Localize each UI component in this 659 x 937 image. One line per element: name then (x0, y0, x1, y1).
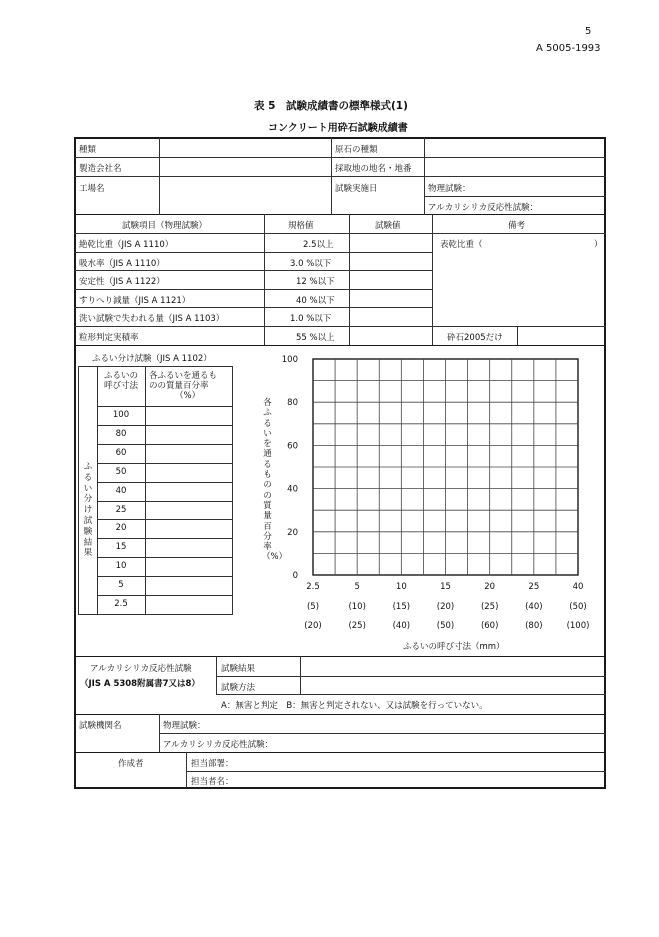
header-test-item: 試験項目（物理試験） (122, 221, 208, 231)
sieve-size-label: 20 (115, 523, 127, 534)
page-number: 5 (585, 26, 592, 37)
chart-x-tick-label: (15) (392, 602, 411, 612)
chart-x-tick-label: 10 (395, 582, 407, 592)
sieve-side-label: ふるい分け試験結果 (83, 462, 93, 559)
remark-surface-dry: 表乾比重（ (440, 240, 483, 250)
sieve-title: ふるい分け試験（JIS A 1102） (92, 354, 212, 364)
sieve-size-label: 2.5 (114, 599, 128, 609)
row-item: 安定性（JIS A 1122） (79, 277, 165, 287)
sieve-col1-header: ふるいの 呼び寸法 (104, 371, 139, 391)
sieve-size-label: 80 (115, 428, 127, 439)
chart-x-tick-label: (60) (480, 621, 499, 631)
chart-x-tick-label: 40 (572, 582, 584, 592)
row-spec: 40 %以下 (296, 296, 335, 306)
chart-x-tick-label: 20 (484, 582, 496, 592)
row-item: 洗い試験で失われる量（JIS A 1103） (79, 314, 225, 324)
header-spec: 規格値 (288, 221, 314, 231)
sieve-size-label: 60 (115, 447, 127, 458)
chart-x-tick-label: (20) (436, 602, 455, 612)
label-factory: 工場名 (79, 184, 105, 194)
chart-y-label: 各ふるいを通るものの質量百分率（%） (262, 398, 288, 563)
chart-x-tick-label: (10) (348, 602, 366, 612)
chart-x-label: ふるいの呼び寸法（mm） (403, 642, 505, 652)
label-physical-test-date: 物理試験： (428, 184, 471, 194)
label-test-result: 試験結果 (221, 664, 256, 674)
chart-y-tick-label: 60 (287, 441, 298, 452)
chart-x-tick-label: (25) (480, 602, 499, 612)
chart-x-tick-label: (5) (306, 602, 320, 612)
header-test-value: 試験値 (375, 221, 401, 231)
chart-x-tick-label: 2.5 (306, 582, 320, 592)
sieve-size-label: 50 (115, 466, 127, 477)
sieve-col2-header: 各ふるいを通るも のの質量百分率 （%） (149, 371, 218, 401)
alkali-test-standard: （JIS A 5308附属書7又は8） (80, 679, 200, 689)
alkali-judgement-note: A：無害と判定 B：無害と判定されない、又は試験を行っていない。 (221, 701, 488, 711)
row-spec: 1.0 %以下 (290, 314, 332, 324)
row-item: 粒形判定実積率 (79, 333, 139, 343)
label-org-physical: 物理試験： (163, 721, 206, 731)
chart-x-tick-label: 15 (440, 582, 451, 592)
row-spec: 12 %以下 (296, 277, 335, 287)
label-alkali-test-date: アルカリシリカ反応性試験： (428, 203, 539, 213)
standard-code: A 5005-1993 (536, 43, 601, 54)
row-spec: 55 %以上 (296, 333, 335, 343)
chart-x-tick-label: 5 (354, 582, 360, 592)
chart-x-tick-label: (40) (392, 621, 411, 631)
chart-x-tick-label: (40) (525, 602, 543, 612)
table-title: 表 5 試験成績書の標準様式(1) (254, 100, 408, 112)
row-item: 吸水率（JIS A 1110） (79, 259, 165, 269)
label-test-organization: 試験機関名 (79, 721, 122, 731)
chart-x-tick-label: (20) (304, 621, 322, 631)
chart-x-tick-label: (50) (569, 602, 587, 612)
chart-y-tick-label: 0 (292, 571, 298, 581)
chart-plot-frame (313, 359, 578, 575)
label-test-date: 試験実施日 (335, 184, 378, 194)
label-kind: 種類 (79, 145, 97, 155)
label-department: 担当部署： (191, 759, 234, 769)
label-manufacturer: 製造会社名 (79, 164, 122, 174)
label-test-method: 試験方法 (221, 683, 256, 693)
sieve-size-label: 25 (115, 504, 127, 515)
label-org-alkali: アルカリシリカ反応性試験： (163, 740, 274, 750)
chart-y-tick-label: 80 (287, 398, 298, 409)
form-subtitle: コンクリート用砕石試験成績書 (268, 123, 408, 134)
chart-x-tick-label: (50) (436, 621, 455, 631)
chart-x-tick-label: (100) (566, 621, 590, 631)
sieve-size-label: 5 (118, 580, 124, 591)
chart-x-tick-label: 25 (528, 582, 540, 592)
row-item: すりへり減量（JIS A 1121） (79, 296, 191, 306)
label-quarry: 採取地の地名・地番 (335, 164, 412, 174)
label-rock-type: 原石の種類 (335, 145, 378, 155)
chart-x-tick-label: (25) (348, 621, 366, 631)
row-item: 絶乾比重（JIS A 1110） (79, 240, 174, 250)
sieve-size-label: 15 (115, 542, 127, 553)
remark-2005-only: 砕石2005だけ (447, 333, 503, 343)
remark-surface-dry-close: ） (594, 240, 603, 250)
row-spec: 3.0 %以下 (290, 259, 332, 269)
chart-y-tick-label: 40 (287, 484, 298, 495)
sieve-size-label: 40 (115, 485, 127, 496)
row-spec: 2.5以上 (303, 240, 334, 250)
chart-y-tick-label: 100 (281, 355, 298, 365)
sieve-size-label: 10 (115, 561, 127, 572)
sieve-size-label: 100 (112, 410, 130, 420)
label-creator: 作成者 (118, 759, 144, 769)
alkali-test-name: アルカリシリカ反応性試験 (90, 664, 192, 674)
label-person: 担当者名： (191, 777, 234, 787)
chart-y-tick-label: 20 (287, 527, 298, 538)
header-remarks: 備考 (508, 221, 526, 231)
chart-x-tick-label: (80) (525, 621, 543, 631)
